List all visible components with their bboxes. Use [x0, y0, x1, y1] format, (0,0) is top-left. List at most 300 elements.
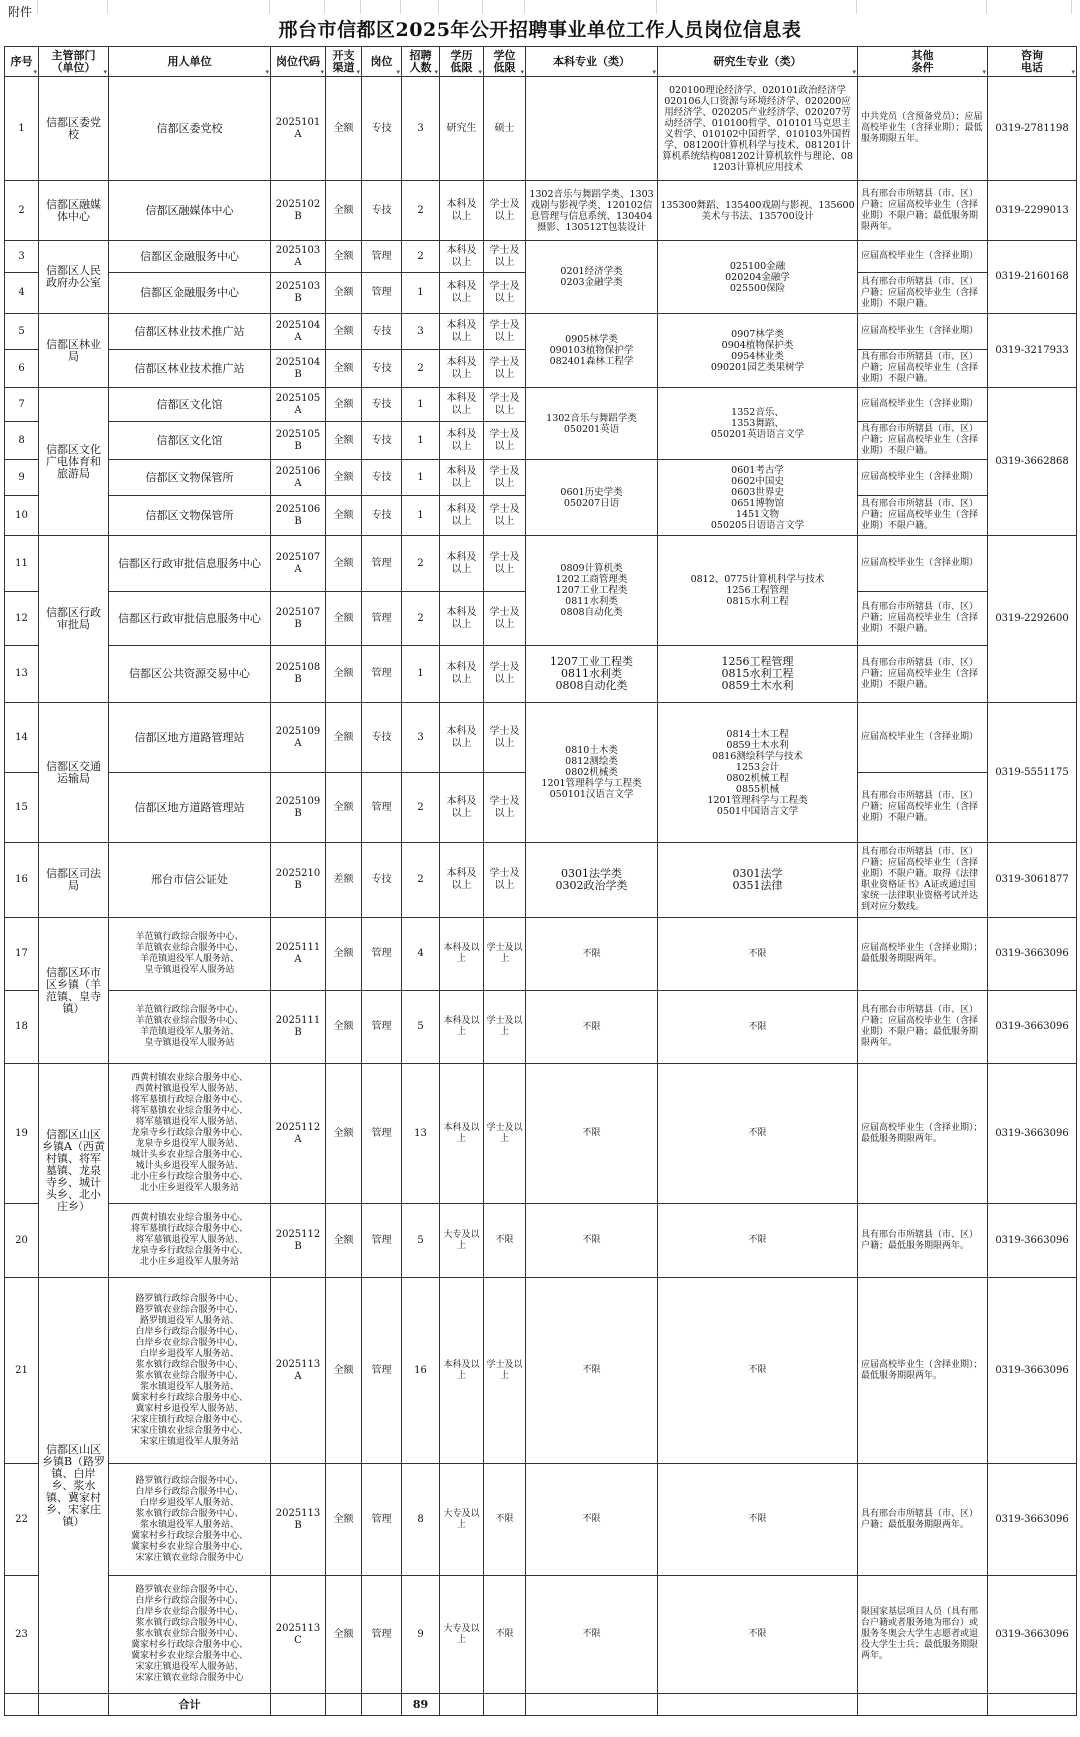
channel-cell: 全额	[326, 1464, 362, 1576]
count-cell: 2	[402, 773, 440, 843]
position-table	[4, 46, 1077, 1716]
other-cell: 具有邢台市所辖县（市、区）户籍；应届高校毕业生（含择业期）不限户籍。	[858, 646, 988, 703]
count-cell: 2	[402, 241, 440, 273]
dept-cell: 信都区林业局	[39, 314, 109, 388]
other-cell: 应届高校毕业生（含择业期）	[858, 703, 988, 773]
table-row	[5, 843, 1077, 918]
code-cell: 2025109A	[271, 703, 326, 773]
channel-cell: 全额	[326, 350, 362, 388]
employer-cell: 信都区文物保管所	[109, 460, 271, 496]
total-label: 合计	[109, 1694, 271, 1716]
edu-cell: 本科及以上	[440, 843, 484, 918]
other-cell: 应届高校毕业生（含择业期）	[858, 536, 988, 592]
empty-cell	[326, 1694, 362, 1716]
empty-cell	[362, 1694, 402, 1716]
column-strip	[0, 0, 1080, 14]
employer-cell: 路罗镇行政综合服务中心、 路罗镇农业综合服务中心、 路罗镇退役军人服务站、 白岸乡行政综合服务中心、 白岸乡农业综合服务中心、 白岸乡退役军人服务站、 浆水镇行政综合服务中心、 浆水镇农业综合服务中心、 浆水镇退役军人服务站、 冀家村乡行政综合服务中心、 冀家村乡退役军人服务站、 宋家庄镇行政综合服务中心、 宋家庄镇农业综合服务中心、 宋家庄镇退役军人服务站	[109, 1278, 271, 1464]
count-cell: 2	[402, 592, 440, 646]
degree-cell: 学士及以上	[484, 1064, 526, 1204]
pg-major-cell: 不限	[658, 991, 858, 1064]
other-cell: 应届高校毕业生（含择业期）	[858, 460, 988, 496]
degree-cell: 学士及以上	[484, 181, 526, 241]
edu-cell: 本科及以上	[440, 388, 484, 422]
other-cell: 限国家基层项目人员（具有邢台户籍或者服务地为邢台）或服务冬奥会大学生志愿者或退役大学生士兵；最低服务期限两年。	[858, 1576, 988, 1694]
post-cell: 专技	[362, 181, 402, 241]
ug-major-cell: 0809计算机类 1202工商管理类 1207工业工程类 0811水利类 0808自动化类	[526, 536, 658, 646]
table-row	[5, 241, 1077, 273]
degree-cell: 学士及以上	[484, 918, 526, 991]
code-cell: 2025113A	[271, 1278, 326, 1464]
post-cell: 专技	[362, 422, 402, 460]
post-cell: 管理	[362, 991, 402, 1064]
post-cell: 管理	[362, 241, 402, 273]
seq-cell: 11	[5, 536, 39, 592]
count-cell: 3	[402, 314, 440, 350]
channel-cell: 全额	[326, 181, 362, 241]
employer-cell: 信都区林业技术推广站	[109, 350, 271, 388]
degree-cell: 学士及以上	[484, 273, 526, 314]
post-cell: 专技	[362, 314, 402, 350]
employer-cell: 信都区文物保管所	[109, 496, 271, 536]
seq-cell: 14	[5, 703, 39, 773]
edu-cell: 研究生	[440, 77, 484, 181]
other-cell: 应届高校毕业生（含择业期）；最低服务期限两年。	[858, 918, 988, 991]
post-cell: 专技	[362, 350, 402, 388]
count-cell: 3	[402, 77, 440, 181]
edu-cell: 本科及以上	[440, 991, 484, 1064]
degree-cell: 学士及以上	[484, 496, 526, 536]
code-cell: 2025112B	[271, 1204, 326, 1278]
post-cell: 管理	[362, 1464, 402, 1576]
degree-cell: 硕士	[484, 77, 526, 181]
post-cell: 管理	[362, 1204, 402, 1278]
seq-cell: 22	[5, 1464, 39, 1576]
degree-cell: 学士及以上	[484, 350, 526, 388]
channel-cell: 全额	[326, 773, 362, 843]
code-cell: 2025109B	[271, 773, 326, 843]
edu-cell: 大专及以上	[440, 1204, 484, 1278]
edu-cell: 本科及以上	[440, 181, 484, 241]
other-cell: 应届高校毕业生（含择业期）	[858, 241, 988, 273]
code-cell: 2025104A	[271, 314, 326, 350]
post-cell: 管理	[362, 1278, 402, 1464]
edu-cell: 大专及以上	[440, 1464, 484, 1576]
post-cell: 管理	[362, 646, 402, 703]
code-cell: 2025111A	[271, 918, 326, 991]
edu-cell: 本科及以上	[440, 1278, 484, 1464]
channel-cell: 差额	[326, 843, 362, 918]
other-cell: 具有邢台市所辖县（市、区）户籍；应届高校毕业生（含择业期）不限户籍。	[858, 350, 988, 388]
post-cell: 管理	[362, 273, 402, 314]
phone-cell: 0319-2781198	[988, 77, 1077, 181]
empty-cell	[858, 1694, 988, 1716]
edu-cell: 本科及以上	[440, 918, 484, 991]
degree-cell: 学士及以上	[484, 422, 526, 460]
seq-cell: 2	[5, 181, 39, 241]
ug-major-cell: 0905林学类 090103植物保护学 082401森林工程学	[526, 314, 658, 388]
post-cell: 管理	[362, 592, 402, 646]
total-count: 89	[402, 1694, 440, 1716]
pg-major-cell: 0601考古学 0602中国史 0603世界史 0651博物馆 1451文物 050205日语语言文学	[658, 460, 858, 536]
degree-cell: 学士及以上	[484, 536, 526, 592]
seq-cell: 23	[5, 1576, 39, 1694]
channel-cell: 全额	[326, 536, 362, 592]
edu-cell: 本科及以上	[440, 496, 484, 536]
phone-cell: 0319-3663096	[988, 1064, 1077, 1204]
phone-cell: 0319-2299013	[988, 181, 1077, 241]
post-cell: 专技	[362, 77, 402, 181]
employer-cell: 西黄村镇农业综合服务中心、 西黄村镇退役军人服务站、 将军墓镇行政综合服务中心、 将军墓镇农业综合服务中心、 将军墓镇退役军人服务站、 龙泉寺乡行政综合服务中心、 龙泉寺乡退役军人服务站、 城计头乡农业综合服务中心、 城计头乡退役军人服务站、 北小庄乡行政综合服务中心、 北小庄乡退役军人服务站	[109, 1064, 271, 1204]
empty-cell	[526, 1694, 658, 1716]
seq-cell: 18	[5, 991, 39, 1064]
post-cell: 管理	[362, 1576, 402, 1694]
count-cell: 1	[402, 422, 440, 460]
count-cell: 3	[402, 703, 440, 773]
annex-label: 附件	[8, 5, 33, 19]
code-cell: 2025106B	[271, 496, 326, 536]
ug-major-cell: 不限	[526, 1064, 658, 1204]
employer-cell: 信都区委党校	[109, 77, 271, 181]
count-cell: 16	[402, 1278, 440, 1464]
table-row	[5, 918, 1077, 991]
header-count[interactable]: 招聘 人数 ▾	[402, 47, 440, 77]
empty-cell	[5, 1694, 39, 1716]
phone-cell: 0319-3663096	[988, 1204, 1077, 1278]
phone-cell: 0319-3663096	[988, 991, 1077, 1064]
code-cell: 2025105A	[271, 388, 326, 422]
phone-cell: 0319-2160168	[988, 241, 1077, 314]
ug-major-cell: 0201经济学类 0203金融学类	[526, 241, 658, 314]
edu-cell: 大专及以上	[440, 1576, 484, 1694]
header-ug-major[interactable]: 本科专业（类） ▾	[526, 47, 658, 77]
phone-cell: 0319-5551175	[988, 703, 1077, 843]
code-cell: 2025101A	[271, 77, 326, 181]
header-employer[interactable]: 用人单位 ▾	[109, 47, 271, 77]
seq-cell: 1	[5, 77, 39, 181]
count-cell: 4	[402, 918, 440, 991]
page-title: 邢台市信都区2025年公开招聘事业单位工作人员岗位信息表	[278, 19, 802, 41]
ug-major-cell: 0810土木类 0812测绘类 0802机械类 1201管理科学与工程类 050101汉语言文学	[526, 703, 658, 843]
edu-cell: 本科及以上	[440, 536, 484, 592]
table-row	[5, 703, 1077, 773]
empty-cell	[440, 1694, 484, 1716]
code-cell: 2025107B	[271, 592, 326, 646]
seq-cell: 21	[5, 1278, 39, 1464]
other-cell: 中共党员（含预备党员）；应届高校毕业生（含择业期）；最低服务期限五年。	[858, 77, 988, 181]
phone-cell: 0319-3662868	[988, 388, 1077, 536]
employer-cell: 信都区融媒体中心	[109, 181, 271, 241]
seq-cell: 15	[5, 773, 39, 843]
count-cell: 9	[402, 1576, 440, 1694]
other-cell: 具有邢台市所辖县（市、区）户籍；应届高校毕业生（含择业期）不限户籍。	[858, 496, 988, 536]
employer-cell: 信都区文化馆	[109, 422, 271, 460]
code-cell: 2025107A	[271, 536, 326, 592]
table-row	[5, 1204, 1077, 1278]
empty-cell	[988, 1694, 1077, 1716]
edu-cell: 本科及以上	[440, 241, 484, 273]
other-cell: 应届高校毕业生（含择业期）；最低服务期限两年。	[858, 1278, 988, 1464]
seq-cell: 16	[5, 843, 39, 918]
pg-major-cell: 020100理论经济学、020101政治经济学 020106人口资源与环境经济学、020200应用经济学、020205产业经济学、020207劳动经济学、010100哲学、010101马克思主义哲学、010102中国哲学、010103外国哲学、081200计算机科学与技术、081201计算机系统结构081202计算机软件与理论、081203计算机应用技术	[658, 77, 858, 181]
table-row	[5, 460, 1077, 496]
pg-major-cell: 0907林学类 0904植物保护类 0954林业类 090201园艺类果树学	[658, 314, 858, 388]
count-cell: 2	[402, 181, 440, 241]
ug-major-cell: 1302音乐与舞蹈学类 050201英语	[526, 388, 658, 460]
pg-major-cell: 不限	[658, 1278, 858, 1464]
phone-cell: 0319-3217933	[988, 314, 1077, 388]
channel-cell: 全额	[326, 991, 362, 1064]
dept-cell: 信都区司法局	[39, 843, 109, 918]
edu-cell: 本科及以上	[440, 646, 484, 703]
count-cell: 2	[402, 350, 440, 388]
pg-major-cell: 1256工程管理 0815水利工程 0859土木水利	[658, 646, 858, 703]
header-pg-major[interactable]: 研究生专业（类） ▾	[658, 47, 858, 77]
employer-cell: 信都区金融服务中心	[109, 273, 271, 314]
other-cell: 应届高校毕业生（含择业期）	[858, 388, 988, 422]
edu-cell: 本科及以上	[440, 1064, 484, 1204]
dept-cell: 信都区行政审批局	[39, 536, 109, 703]
post-cell: 专技	[362, 460, 402, 496]
header-degree[interactable]: 学位 低限 ▾	[484, 47, 526, 77]
degree-cell: 学士及以上	[484, 773, 526, 843]
other-cell: 具有邢台市所辖县（市、区）户籍；应届高校毕业生（含择业期）不限户籍。	[858, 422, 988, 460]
ug-major-cell: 不限	[526, 1278, 658, 1464]
channel-cell: 全额	[326, 460, 362, 496]
edu-cell: 本科及以上	[440, 592, 484, 646]
pg-major-cell: 不限	[658, 1464, 858, 1576]
header-row	[5, 47, 1077, 77]
empty-cell	[658, 1694, 858, 1716]
seq-cell: 12	[5, 592, 39, 646]
count-cell: 2	[402, 843, 440, 918]
edu-cell: 本科及以上	[440, 314, 484, 350]
code-cell: 2025112A	[271, 1064, 326, 1204]
table-row	[5, 991, 1077, 1064]
channel-cell: 全额	[326, 918, 362, 991]
table-row	[5, 536, 1077, 592]
seq-cell: 19	[5, 1064, 39, 1204]
dept-cell: 信都区融媒体中心	[39, 181, 109, 241]
channel-cell: 全额	[326, 1204, 362, 1278]
channel-cell: 全额	[326, 388, 362, 422]
seq-cell: 13	[5, 646, 39, 703]
degree-cell: 学士及以上	[484, 991, 526, 1064]
count-cell: 1	[402, 388, 440, 422]
pg-major-cell: 不限	[658, 918, 858, 991]
table-row	[5, 1064, 1077, 1204]
count-cell: 1	[402, 646, 440, 703]
pg-major-cell: 025100金融 020204金融学 025500保险	[658, 241, 858, 314]
dept-cell: 信都区山区乡镇B（路罗镇、白岸乡、浆水镇、冀家村乡、宋家庄镇）	[39, 1278, 109, 1694]
table-row	[5, 314, 1077, 350]
channel-cell: 全额	[326, 77, 362, 181]
code-cell: 2025113C	[271, 1576, 326, 1694]
employer-cell: 路罗镇行政综合服务中心、 白岸乡行政综合服务中心、 白岸乡退役军人服务站、 浆水镇行政综合服务中心、 浆水镇退役军人服务站、 冀家村乡行政综合服务中心、 冀家村乡农业综合服务中心、 宋家庄镇农业综合服务中心	[109, 1464, 271, 1576]
ug-major-cell: 不限	[526, 1464, 658, 1576]
pg-major-cell: 不限	[658, 1204, 858, 1278]
phone-cell: 0319-3663096	[988, 1576, 1077, 1694]
header-code[interactable]: 岗位代码 ▾	[271, 47, 326, 77]
header-channel[interactable]: 开支 渠道 ▾	[326, 47, 362, 77]
pg-major-cell: 0301法学 0351法律	[658, 843, 858, 918]
channel-cell: 全额	[326, 273, 362, 314]
other-cell: 具有邢台市所辖县（市、区）户籍；最低服务期限两年。	[858, 1464, 988, 1576]
code-cell: 2025106A	[271, 460, 326, 496]
pg-major-cell: 不限	[658, 1064, 858, 1204]
table-row	[5, 77, 1077, 181]
degree-cell: 学士及以上	[484, 314, 526, 350]
table-row	[5, 1278, 1077, 1464]
employer-cell: 邢台市信公证处	[109, 843, 271, 918]
other-cell: 具有邢台市所辖县（市、区）户籍；应届高校毕业生（含择业期）不限户籍。	[858, 773, 988, 843]
post-cell: 专技	[362, 843, 402, 918]
ug-major-cell: 不限	[526, 1576, 658, 1694]
edu-cell: 本科及以上	[440, 460, 484, 496]
count-cell: 1	[402, 496, 440, 536]
channel-cell: 全额	[326, 314, 362, 350]
seq-cell: 4	[5, 273, 39, 314]
ug-major-cell: 不限	[526, 918, 658, 991]
table-row	[5, 646, 1077, 703]
total-row	[5, 1694, 1077, 1716]
seq-cell: 10	[5, 496, 39, 536]
channel-cell: 全额	[326, 496, 362, 536]
channel-cell: 全额	[326, 703, 362, 773]
code-cell: 2025104B	[271, 350, 326, 388]
channel-cell: 全额	[326, 1278, 362, 1464]
header-dept[interactable]: 主管部门 （单位） ▾	[39, 47, 109, 77]
ug-major-cell	[526, 77, 658, 181]
phone-cell: 0319-3663096	[988, 918, 1077, 991]
ug-major-cell: 不限	[526, 991, 658, 1064]
code-cell: 2025108B	[271, 646, 326, 703]
seq-cell: 3	[5, 241, 39, 273]
post-cell: 管理	[362, 773, 402, 843]
post-cell: 专技	[362, 496, 402, 536]
post-cell: 管理	[362, 918, 402, 991]
phone-cell: 0319-3663096	[988, 1278, 1077, 1464]
employer-cell: 信都区行政审批信息服务中心	[109, 592, 271, 646]
phone-cell: 0319-3663096	[988, 1464, 1077, 1576]
edu-cell: 本科及以上	[440, 703, 484, 773]
channel-cell: 全额	[326, 241, 362, 273]
channel-cell: 全额	[326, 646, 362, 703]
code-cell: 2025105B	[271, 422, 326, 460]
seq-cell: 8	[5, 422, 39, 460]
phone-cell: 0319-3061877	[988, 843, 1077, 918]
pg-major-cell: 135300舞蹈、135400戏剧与影视、135600美术与书法、135700设计	[658, 181, 858, 241]
empty-cell	[484, 1694, 526, 1716]
employer-cell: 信都区文化馆	[109, 388, 271, 422]
other-cell: 具有邢台市所辖县（市、区）户籍；应届高校毕业生（含择业期）不限户籍。取得《法律职业资格证书》A证或通过国家统一法律职业资格考试并达到对应分数线。	[858, 843, 988, 918]
count-cell: 5	[402, 1204, 440, 1278]
header-phone[interactable]: 咨询 电话 ▾	[988, 47, 1077, 77]
post-cell: 专技	[362, 703, 402, 773]
code-cell: 2025113B	[271, 1464, 326, 1576]
other-cell: 具有邢台市所辖县（市、区）户籍；应届高校毕业生（含择业期）不限户籍；最低服务期限两年。	[858, 991, 988, 1064]
ug-major-cell: 0301法学类 0302政治学类	[526, 843, 658, 918]
post-cell: 管理	[362, 1064, 402, 1204]
dept-cell: 信都区委党校	[39, 77, 109, 181]
dept-cell: 信都区人民政府办公室	[39, 241, 109, 314]
degree-cell: 不限	[484, 1464, 526, 1576]
dept-cell: 信都区文化广电体育和旅游局	[39, 388, 109, 536]
pg-major-cell: 不限	[658, 1576, 858, 1694]
degree-cell: 学士及以上	[484, 843, 526, 918]
pg-major-cell: 1352音乐、 1353舞蹈、 050201英语语言文学	[658, 388, 858, 460]
seq-cell: 6	[5, 350, 39, 388]
pg-major-cell: 0812、0775计算机科学与技术 1256工程管理 0815水利工程	[658, 536, 858, 646]
ug-major-cell: 1302音乐与舞蹈学类、1303戏剧与影视学类、120102信息管理与信息系统、130404摄影、130512T包装设计	[526, 181, 658, 241]
degree-cell: 学士及以上	[484, 1278, 526, 1464]
code-cell: 2025111B	[271, 991, 326, 1064]
degree-cell: 学士及以上	[484, 460, 526, 496]
other-cell: 具有邢台市所辖县（市、区）户籍；应届高校毕业生（含择业期）不限户籍。	[858, 592, 988, 646]
degree-cell: 不限	[484, 1204, 526, 1278]
employer-cell: 信都区行政审批信息服务中心	[109, 536, 271, 592]
ug-major-cell: 0601历史学类 050207日语	[526, 460, 658, 536]
empty-cell	[271, 1694, 326, 1716]
employer-cell: 信都区地方道路管理站	[109, 703, 271, 773]
ug-major-cell: 1207工业工程类 0811水利类 0808自动化类	[526, 646, 658, 703]
other-cell: 应届高校毕业生（含择业期）；最低服务期限两年。	[858, 1064, 988, 1204]
edu-cell: 本科及以上	[440, 350, 484, 388]
edu-cell: 本科及以上	[440, 773, 484, 843]
degree-cell: 学士及以上	[484, 592, 526, 646]
count-cell: 2	[402, 536, 440, 592]
header-edu[interactable]: 学历 低限 ▾	[440, 47, 484, 77]
employer-cell: 羊范镇行政综合服务中心、 羊范镇农业综合服务中心、 羊范镇退役军人服务站、 皇寺镇退役军人服务站	[109, 991, 271, 1064]
employer-cell: 羊范镇行政综合服务中心、 羊范镇农业综合服务中心、 羊范镇退役军人服务站、 皇寺镇退役军人服务站	[109, 918, 271, 991]
post-cell: 管理	[362, 536, 402, 592]
header-other[interactable]: 其他 条件 ▾	[858, 47, 988, 77]
seq-cell: 9	[5, 460, 39, 496]
table-row	[5, 1464, 1077, 1576]
degree-cell: 不限	[484, 1576, 526, 1694]
employer-cell: 西黄村镇农业综合服务中心、 将军墓镇行政综合服务中心、 将军墓镇退役军人服务站、 龙泉寺乡行政综合服务中心、 北小庄乡退役军人服务站	[109, 1204, 271, 1278]
seq-cell: 17	[5, 918, 39, 991]
header-post[interactable]: 岗位 ▾	[362, 47, 402, 77]
dept-cell: 信都区山区乡镇A（西黄村镇、将军墓镇、龙泉寺乡、城计头乡、北小庄乡）	[39, 1064, 109, 1278]
employer-cell: 信都区公共资源交易中心	[109, 646, 271, 703]
header-seq[interactable]: 序号 ▾	[5, 47, 39, 77]
phone-cell: 0319-2292600	[988, 536, 1077, 703]
dept-cell: 信都区交通运输局	[39, 703, 109, 843]
edu-cell: 本科及以上	[440, 273, 484, 314]
other-cell: 应届高校毕业生（含择业期）	[858, 314, 988, 350]
post-cell: 专技	[362, 388, 402, 422]
table-row	[5, 1576, 1077, 1694]
table-row	[5, 181, 1077, 241]
seq-cell: 7	[5, 388, 39, 422]
code-cell: 2025210B	[271, 843, 326, 918]
seq-cell: 5	[5, 314, 39, 350]
code-cell: 2025103B	[271, 273, 326, 314]
channel-cell: 全额	[326, 422, 362, 460]
edu-cell: 本科及以上	[440, 422, 484, 460]
employer-cell: 路罗镇农业综合服务中心、 白岸乡行政综合服务中心、 白岸乡农业综合服务中心、 浆水镇行政综合服务中心、 浆水镇农业综合服务中心、 冀家村乡行政综合服务中心、 冀家村乡农业综合服务中心、 宋家庄镇退役军人服务站、 宋家庄镇农业综合服务中心	[109, 1576, 271, 1694]
pg-major-cell: 0814土木工程 0859土木水利 0816测绘科学与技术 1253会计 0802机械工程 0855机械 1201管理科学与工程类 0501中国语言文学	[658, 703, 858, 843]
degree-cell: 学士及以上	[484, 388, 526, 422]
code-cell: 2025103A	[271, 241, 326, 273]
other-cell: 具有邢台市所辖县（市、区）户籍；应届高校毕业生（含择业期）不限户籍。	[858, 273, 988, 314]
seq-cell: 20	[5, 1204, 39, 1278]
count-cell: 5	[402, 991, 440, 1064]
employer-cell: 信都区林业技术推广站	[109, 314, 271, 350]
count-cell: 13	[402, 1064, 440, 1204]
channel-cell: 全额	[326, 1064, 362, 1204]
degree-cell: 学士及以上	[484, 241, 526, 273]
